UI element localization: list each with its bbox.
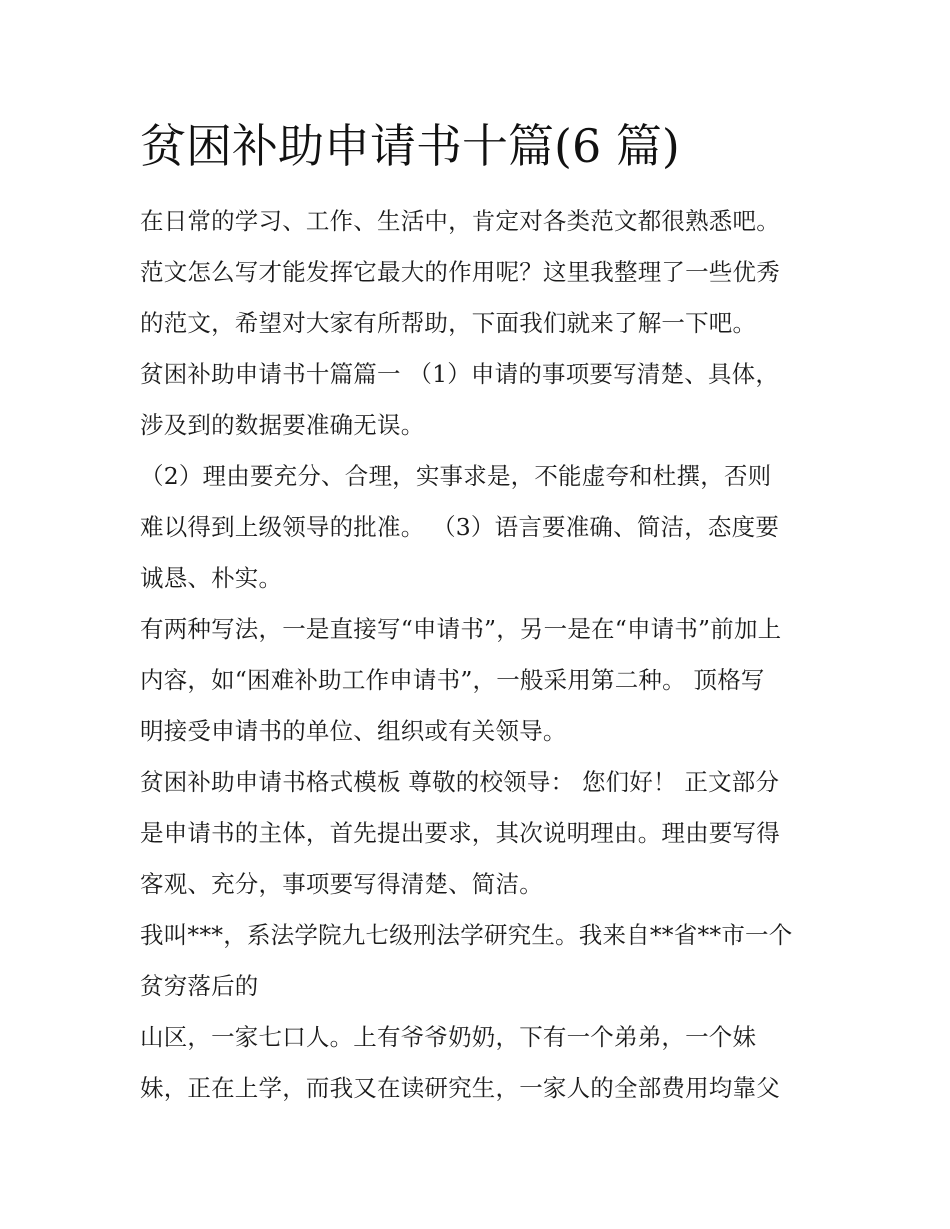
- text-line: 明接受申请书的单位、组织或有关领导。: [140, 717, 567, 745]
- text-line: 内容，如“困难补助工作申请书”，一般采用第二种。 顶格写: [140, 666, 765, 694]
- text-line: 的范文，希望对大家有所帮助，下面我们就来了解一下吧。: [140, 309, 757, 337]
- text-line: 诚恳、朴实。: [140, 564, 283, 592]
- text-line: 范文怎么写才能发挥它最大的作用呢？这里我整理了一些优秀: [140, 258, 780, 286]
- text-line: 山区，一家七口人。上有爷爷奶奶，下有一个弟弟，一个妹: [140, 1023, 757, 1051]
- text-line: 贫困补助申请书格式模板 尊敬的校领导： 您们好！ 正文部分: [140, 768, 780, 796]
- text-line: 贫穷落后的: [140, 972, 259, 1000]
- text-line: 我叫***，系法学院九七级刑法学研究生。我来自**省**市一个: [140, 921, 793, 949]
- text-line: 是申请书的主体，首先提出要求，其次说明理由。理由要写得: [140, 819, 780, 847]
- document-title: 贫困补助申请书十篇(6 篇): [140, 119, 680, 173]
- document-body: [140, 196, 820, 1114]
- text-line: （2）理由要充分、合理，实事求是，不能虚夸和杜撰，否则: [140, 462, 772, 490]
- text-line: 在日常的学习、工作、生活中，肯定对各类范文都很熟悉吧。: [140, 207, 780, 235]
- text-line: 妹，正在上学，而我又在读研究生，一家人的全部费用均靠父: [140, 1074, 780, 1102]
- text-line: 有两种写法，一是直接写“申请书”，另一是在“申请书”前加上: [140, 615, 782, 643]
- text-line: 贫困补助申请书十篇篇一 （1）申请的事项要写清楚、具体，: [140, 360, 780, 388]
- text-line: 难以得到上级领导的批准。 （3）语言要准确、简洁，态度要: [140, 513, 780, 541]
- text-line: 涉及到的数据要准确无误。: [140, 411, 425, 439]
- text-line: 客观、充分，事项要写得清楚、简洁。: [140, 870, 543, 898]
